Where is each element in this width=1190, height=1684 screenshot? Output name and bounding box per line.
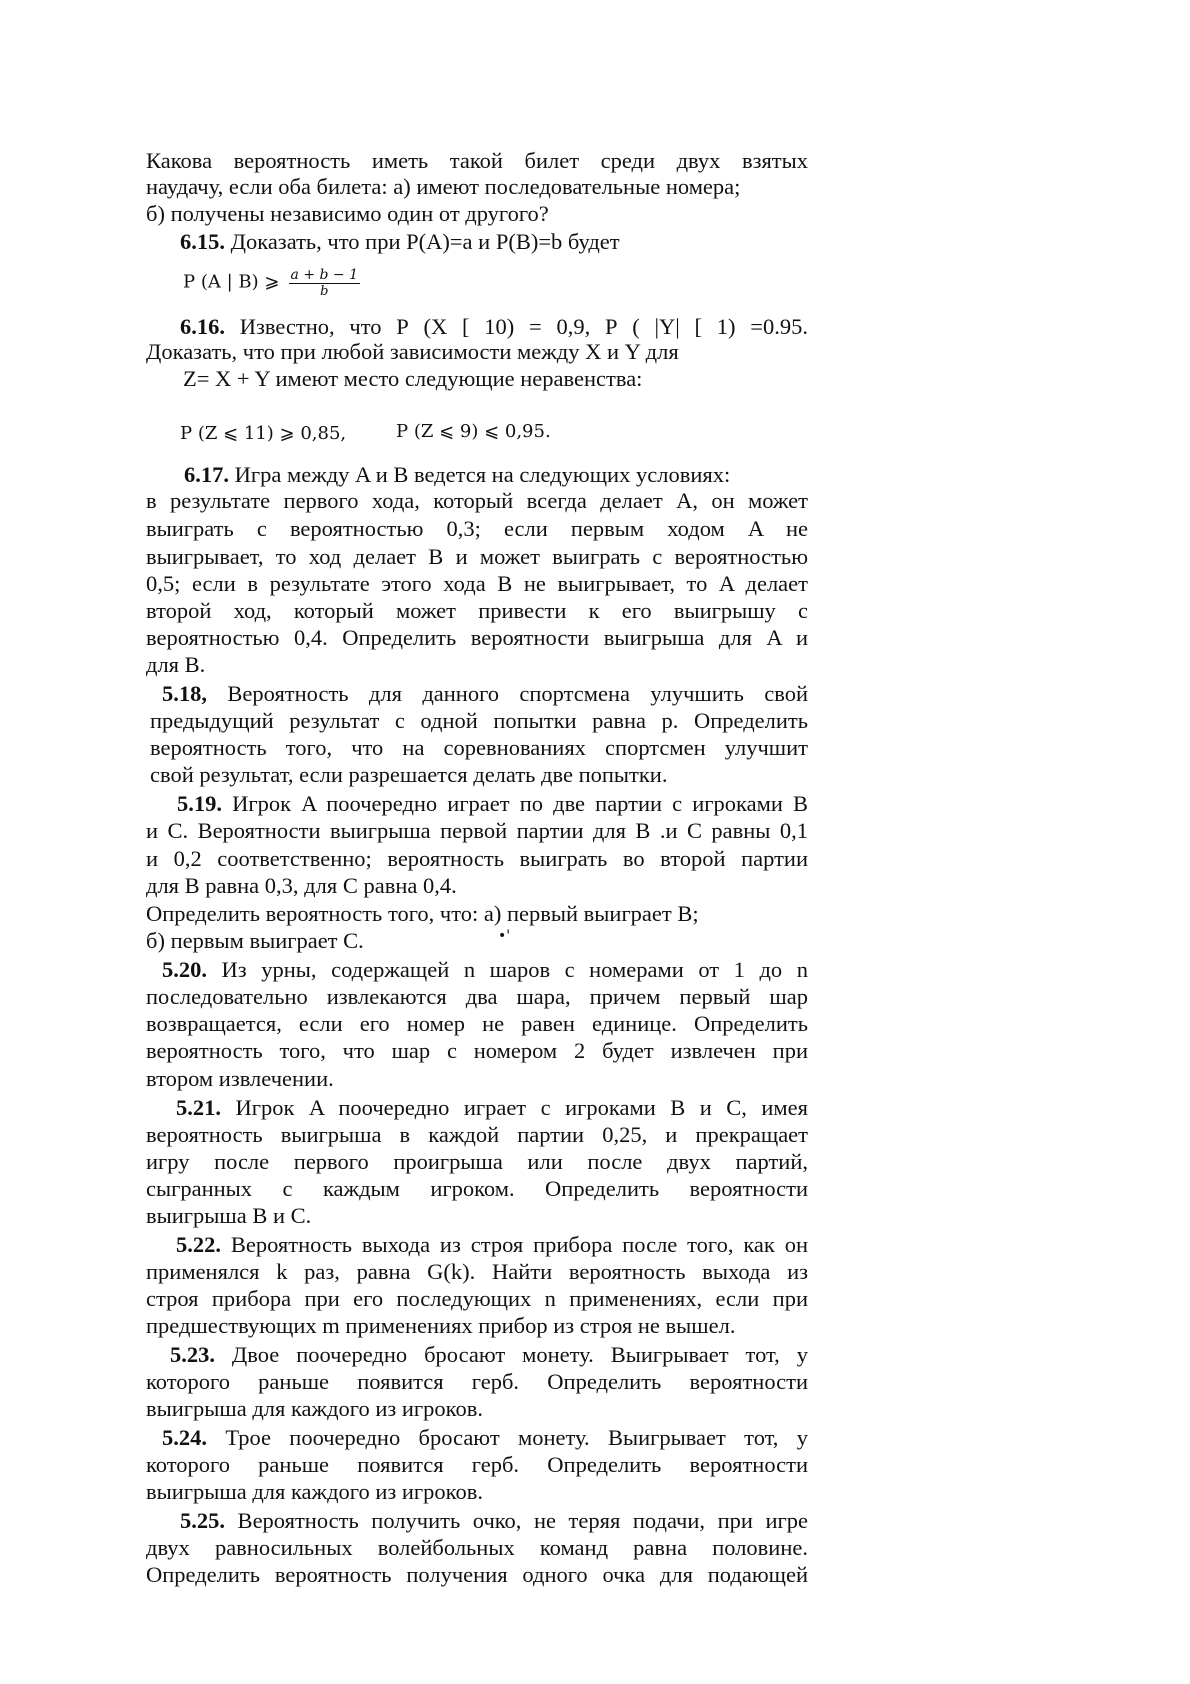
- text-line: б) получены независимо один от другого?: [146, 201, 549, 226]
- text-line: вероятность того, что на соревнованиях спортсмен улучшит: [150, 735, 808, 760]
- problem-5-25-heading: 5.25. Вероятность получить очко, не теряя подачи, при игре: [180, 1508, 808, 1533]
- text-line: вероятность выигрыша в каждой партии 0,25, и прекращает: [146, 1122, 808, 1147]
- text-line: для B.: [146, 652, 206, 677]
- text-line: выигрывает, то ход делает B и может выиграть с вероятностью: [146, 544, 808, 569]
- problem-6-15-heading: 6.15. Доказать, что при P(A)=a и P(B)=b будет: [180, 229, 620, 254]
- text-line: предыдущий результат с одной попытки равна p. Определить: [150, 708, 808, 733]
- text-line: выиграть с вероятностью 0,3; если первым ходом A не: [146, 516, 808, 541]
- text-line: игру после первого проигрыша или после двух партий,: [146, 1149, 808, 1174]
- text-line: Z= X + Y имеют место следующие неравенства:: [183, 366, 643, 391]
- text-line: возвращается, если его номер не равен единице. Определить: [146, 1011, 808, 1036]
- problem-6-16-heading: 6.16. Известно, что Р (X [ 10) = 0,9, Р ( |Y| [ 1) =0.95.: [180, 314, 808, 339]
- text-line: 0,5; если в результате этого хода B не выигрывает, то A делает: [146, 571, 808, 596]
- problem-5-19-heading: 5.19. Игрок A поочередно играет по две партии с игроками B: [177, 791, 808, 816]
- problem-5-20-heading: 5.20. Из урны, содержащей n шаров с номерами от 1 до n: [162, 957, 808, 982]
- text-line: и C. Вероятности выигрыша первой партии для B .и С равны 0,1: [146, 818, 808, 843]
- text-line: выигрыша для каждого из игроков.: [146, 1479, 483, 1504]
- text-line: выигрыша для каждого из игроков.: [146, 1396, 483, 1421]
- text-line: и 0,2 соответственно; вероятность выиграть во второй партии: [146, 846, 808, 871]
- problem-5-21-heading: 5.21. Игрок A поочередно играет с игроками В и С, имея: [176, 1095, 808, 1120]
- text-line: Определить вероятность получения одного очка для подающей: [146, 1562, 808, 1587]
- text-line: которого раньше появится герб. Определить вероятности: [146, 1452, 808, 1477]
- stray-mark: •': [498, 928, 511, 944]
- text-line: для B равна 0,3, для С равна 0,4.: [146, 873, 457, 898]
- problem-5-22-heading: 5.22. Вероятность выхода из строя прибора после того, как он: [176, 1232, 808, 1257]
- text-line: сыгранных с каждым игроком. Определить вероятности: [146, 1176, 808, 1201]
- text-line: двух равносильных волейбольных команд равна половине.: [146, 1535, 808, 1560]
- problem-6-17-heading: 6.17. Игра между A и B ведется на следующих условиях:: [184, 462, 731, 487]
- text-line: наудачу, если оба билета: а) имеют последовательные номера;: [146, 174, 741, 199]
- text-line: вероятность того, что шар с номером 2 будет извлечен при: [146, 1038, 808, 1063]
- text-line: свой результат, если разрешается делать две попытки.: [150, 762, 668, 787]
- text-line: Доказать, что при любой зависимости между X и Y для: [146, 339, 679, 364]
- text-line: выигрыша B и C.: [146, 1203, 312, 1228]
- formula-6-15: P (A | B) ⩾ $\frac{a + b - 1}{b}$: [183, 267, 358, 299]
- text-line: б) первым выиграет C.: [146, 928, 364, 953]
- text-line: применялся k раз, равна G(k). Найти вероятность выхода из: [146, 1259, 808, 1284]
- text-line: Какова вероятность иметь такой билет среди двух взятых: [146, 148, 808, 173]
- problem-5-23-heading: 5.23. Двое поочередно бросают монету. Выигрывает тот, у: [170, 1342, 808, 1367]
- formula-6-16-first: P (Z ⩽ 11) ⩾ 0,85,: [180, 423, 347, 444]
- text-line: которого раньше появится герб. Определить вероятности: [146, 1369, 808, 1394]
- text-line: Определить вероятность того, что: а) первый выиграет B;: [146, 901, 699, 926]
- text-line: втором извлечении.: [146, 1066, 334, 1091]
- text-line: предшествующих m применениях прибор из строя не вышел.: [146, 1313, 736, 1338]
- text-line: в результате первого хода, который всегда делает A, он может: [146, 488, 808, 513]
- problem-5-24-heading: 5.24. Трое поочередно бросают монету. Выигрывает тот, у: [162, 1425, 808, 1450]
- fraction: $\frac{a + b - 1}{b}$: [290, 267, 358, 299]
- text-line: второй ход, который может привести к его выигрышу с: [146, 598, 808, 623]
- problem-5-18-heading: 5.18, Вероятность для данного спортсмена улучшить свой: [162, 681, 808, 706]
- text-line: строя прибора при его последующих n применениях, если при: [146, 1286, 808, 1311]
- formula-6-16-second: P (Z ⩽ 9) ⩽ 0,95.: [396, 421, 551, 442]
- text-line: последовательно извлекаются два шара, причем первый шар: [146, 984, 808, 1009]
- text-line: вероятностью 0,4. Определить вероятности выигрыша для A и: [146, 625, 808, 650]
